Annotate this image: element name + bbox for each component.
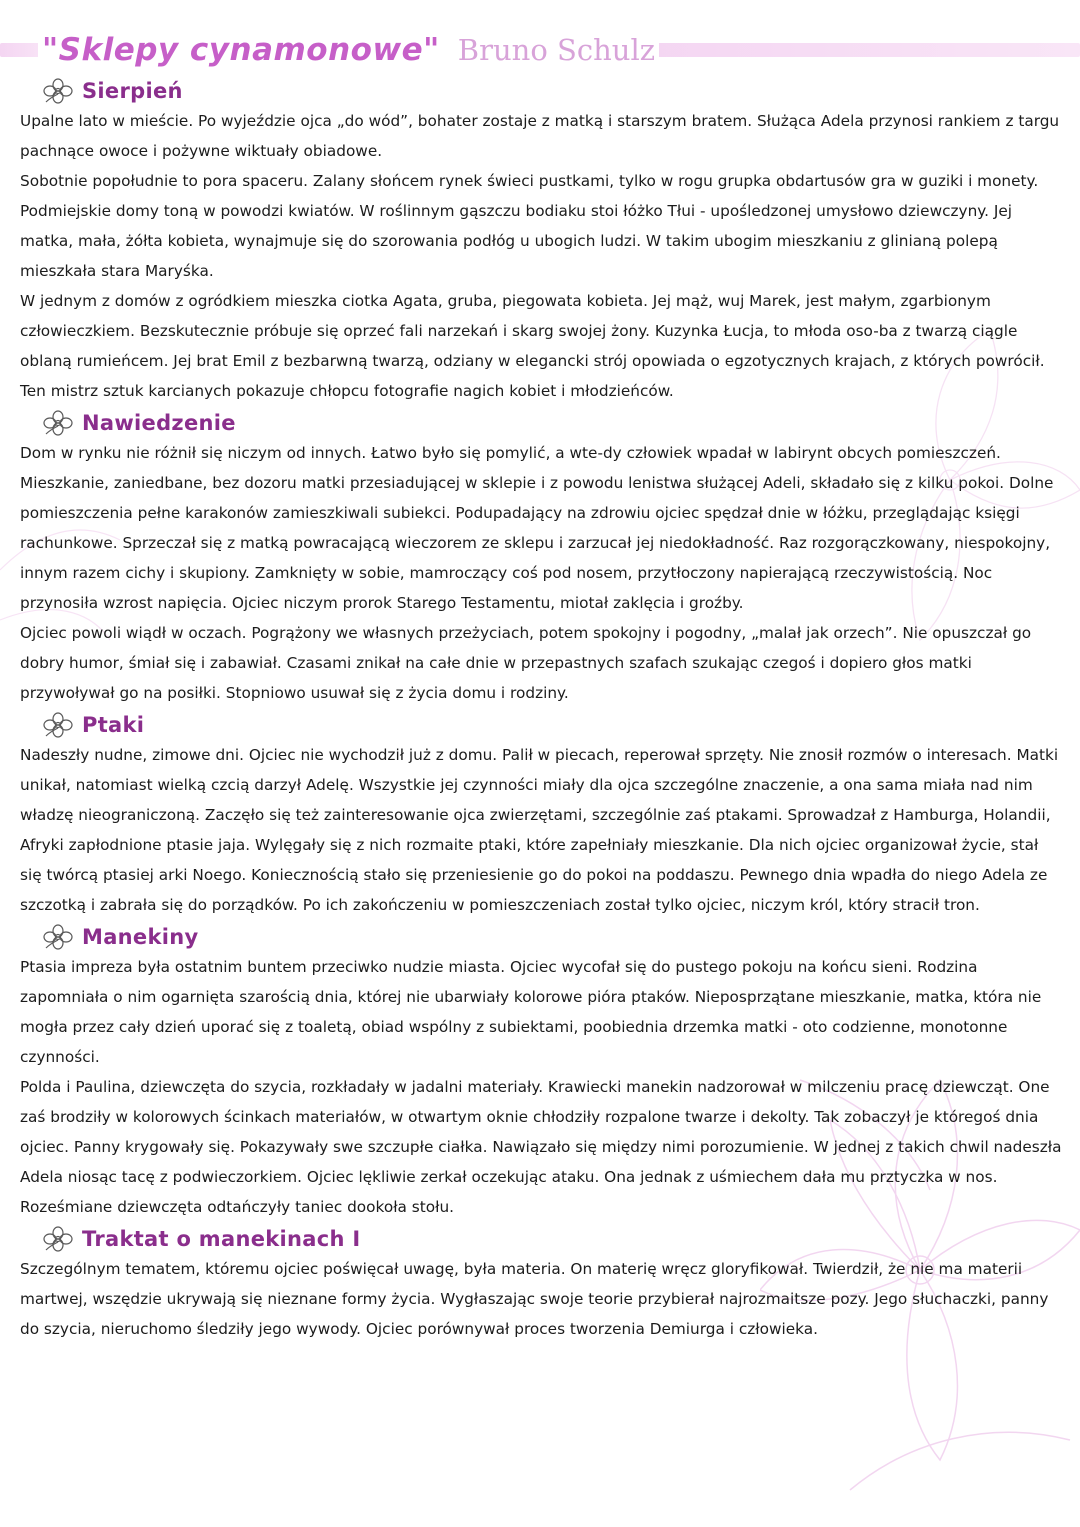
section-title: Traktat o manekinach I: [82, 1227, 361, 1251]
paragraph: Upalne lato w mieście. Po wyjeździe ojca „do wód”, bohater zostaje z matką i starszym bratem. Służąca Adela przynosi rankiem z targu pachnące owoce i pożywne wiktuały obiadowe.: [20, 112, 1060, 160]
section-header: [40, 1224, 1064, 1254]
flower-icon: [40, 924, 76, 950]
section-title: Manekiny: [82, 925, 199, 949]
paragraph: Sobotnie popołudnie to pora spaceru. Zalany słońcem rynek świeci pustkami, tylko w rogu grupka obdartusów gra w guziki i monety. Podmiejskie domy toną w powodzi kwiatów. W roślinnym gąszczu bodiaku stoi łóżko Tłui - upośledzonej umysłowo dziewczyny. Jej matka, mała, żółta kobieta, wynajmuje się do szorowania podłóg u ubogich ludzi. W takim ubogim mieszkaniu z glinianą polepą mieszkała stara Maryśka.: [20, 172, 1039, 280]
page-header: [38, 28, 659, 72]
paragraph: Dom w rynku nie różnił się niczym od innych. Łatwo było się pomylić, a wte-dy człowiek wpadał w labirynt obcych pomieszczeń. Mieszkanie, zaniedbane, bez dozoru matki przesiadującej w sklepie i z powodu lenistwa służącej Adeli, składało się z kilku pokoi. Dolne pomieszczenia pełne karakonów zamieszkiwali subiekci. Podupadający na zdrowiu ojciec spędzał dnie w łóżku, przeglądając księgi rachunkowe. Sprzeczał się z matką powracającą wieczorem ze sklepu i zarzucał jej niedokładność. Raz rozgorączkowany, niespokojny, innym razem cichy i skupiony. Zamknięty w sobie, mamroczący coś pod nosem, przytłoczony napierającą rzeczywistością. Noc przynosiła wzrost napięcia. Ojciec niczym prorok Starego Testamentu, miotał zaklęcia i groźby.: [20, 444, 1054, 612]
flower-icon: [40, 78, 76, 104]
paragraph: Nadeszły nudne, zimowe dni. Ojciec nie wychodził już z domu. Palił w piecach, reperował sprzęty. Nie znosił rozmów o interesach. Matki unikał, natomiast wielką czcią darzył Adelę. Wszystkie jej czynności miały dla ojca szczególne znaczenie, a ona sama miała nad nim władzę nieograniczoną. Zaczęło się też zainteresowanie ojca zwierzętami, szczególnie zaś ptakami. Sprowadzał z Hamburga, Holandii, Afryki zapłodnione ptasie jaja. Wylęgały się z nich rozmaite ptaki, które zapełniały mieszkanie. Dla nich ojciec organizował życie, stał się twórcą ptasiej arki Noego. Koniecznością stało się przeniesienie go do pokoi na poddaszu. Pewnego dnia wpadła do niego Adela ze szczotką i zabrała się do porządków. Po ich zakończeniu w pomieszczeniach został tylko ojciec, niczym król, który stracił tron.: [20, 746, 1059, 914]
section-sierpien: [20, 76, 1064, 406]
paragraph: Ojciec powoli wiądł w oczach. Pogrążony we własnych przeżyciach, potem spokojny i pogodny, „malał jak orzech”. Nie opuszczał go dobry humor, śmiał się i zabawiał. Czasami znikał na całe dnie w przepastnych szafach szukając czegoś i dopiero głos matki przywoływał go na posiłki. Stopniowo usuwał się z życia domu i rodziny.: [20, 624, 1032, 702]
paragraph: Szczególnym tematem, któremu ojciec poświęcał uwagę, była materia. On materię wręcz gloryfikował. Twierdził, że nie ma materii martwej, wszędzie ukrywają się nieznane formy życia. Wygłaszając swoje teorie przybierał najrozmaitsze pozy. Jego słuchaczki, panny do szycia, nieruchomo śledziły jego wywody. Ojciec porównywał proces tworzenia Demiurga i człowieka.: [20, 1260, 1049, 1338]
flower-icon: [40, 712, 76, 738]
paragraph: W jednym z domów z ogródkiem mieszka ciotka Agata, gruba, piegowata kobieta. Jej mąż, wuj Marek, jest małym, zgarbionym człowieczkiem. Bezskutecznie próbuje się oprzeć fali narzekań i skarg swojej żony. Kuzynka Łucja, to młoda oso-ba z twarzą ciągle oblaną rumieńcem. Jej brat Emil z bezbarwną twarzą, odziany w elegancki strój opowiada o egzotycznych krajach, z których powrócił. Ten mistrz sztuk karcianych pokazuje chłopcu fotografie nagich kobiet i młodzieńców.: [20, 292, 1045, 400]
header-decorative-line-right: [620, 43, 1080, 57]
section-nawiedzenie: [20, 408, 1064, 708]
section-manekiny: [20, 922, 1064, 1222]
section-header: [40, 76, 1064, 106]
section-header: [40, 710, 1064, 740]
page-title: "Sklepy cynamonowe": [42, 32, 440, 68]
paragraph: Polda i Paulina, dziewczęta do szycia, rozkładały w jadalni materiały. Krawiecki manekin nadzorował w milczeniu pracę dziewcząt. One zaś brodziły w kolorowych ścinkach materiałów, w otwartym oknie chłodziły rozpalone twarze i dekolty. Tak zobaczył je któregoś dnia ojciec. Panny krygowały się. Pokazywały swe szczupłe ciałka. Nawiązało się między nimi porozumienie. W jednej z takich chwil nadeszła Adela niosąc tacę z podwieczorkiem. Ojciec lękliwie zerkał oczekując ataku. Ona jednak z uśmiechem dała mu prztyczka w nos. Roześmiane dziewczęta odtańczyły taniec dookoła stołu.: [20, 1078, 1062, 1216]
section-header: [40, 922, 1064, 952]
section-ptaki: [20, 710, 1064, 920]
section-title: Sierpień: [82, 79, 183, 103]
notes-content: [20, 76, 1064, 1344]
author-name: Bruno Schulz: [457, 33, 656, 67]
flower-icon: [40, 410, 76, 436]
section-header: [40, 408, 1064, 438]
section-traktat-o-manekinach: [20, 1224, 1064, 1344]
flower-icon: [40, 1226, 76, 1252]
section-title: Nawiedzenie: [82, 411, 236, 435]
section-title: Ptaki: [82, 713, 145, 737]
paragraph: Ptasia impreza była ostatnim buntem przeciwko nudzie miasta. Ojciec wycofał się do pustego pokoju na końcu sieni. Rodzina zapomniała o nim ogarnięta szarością dnia, której nie ubarwiały kolorowe pióra ptaków. Nieposprzątane mieszkanie, matka, która nie mogła przez cały dzień uporać się z toaletą, obiad wspólny z subiektami, poobiednia drzemka matki - oto codzienne, monotonne czynności.: [20, 958, 1042, 1066]
